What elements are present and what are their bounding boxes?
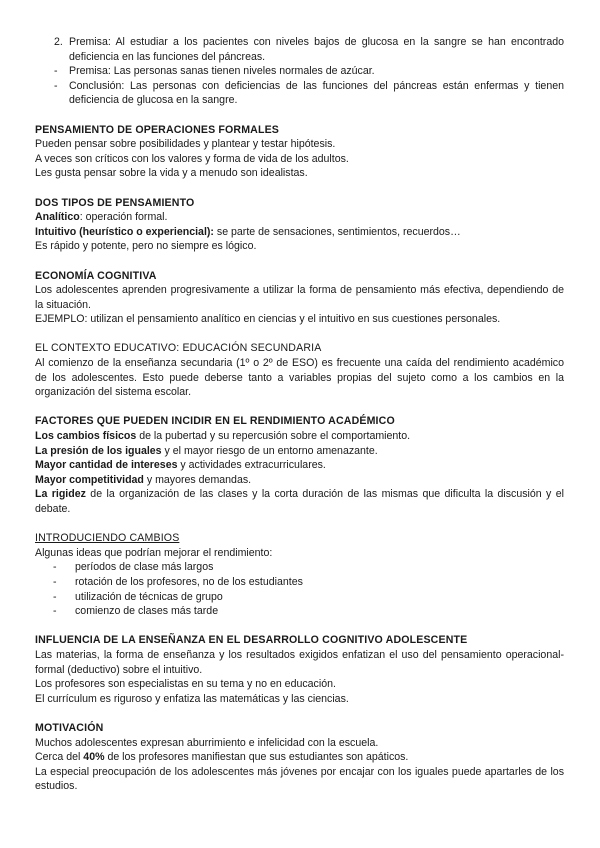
factor-term: La rigidez xyxy=(35,488,86,501)
factor-text: de la pubertad y su repercusión sobre el comportamiento. xyxy=(136,430,411,443)
section-educational-context xyxy=(35,341,564,399)
list-item xyxy=(35,575,564,590)
paragraph: La especial preocupación de los adolescentes más jóvenes por encajar con los iguales puede apartarles de los estudios. xyxy=(35,765,564,793)
paragraph xyxy=(35,225,564,240)
text-run: Cerca del xyxy=(35,751,84,764)
paragraph: A veces son críticos con los valores y forma de vida de los adultos. xyxy=(35,152,349,165)
paragraph xyxy=(35,210,564,225)
factor-term: Mayor cantidad de intereses xyxy=(35,459,178,472)
factor-term: Mayor competitividad xyxy=(35,473,144,486)
list-item-text: Premisa: Las personas sanas tienen niveles normales de azúcar. xyxy=(69,65,375,78)
ideas-list xyxy=(35,560,564,618)
list-item xyxy=(35,79,564,108)
paragraph: Les gusta pensar sobre la vida y a menudo son idealistas. xyxy=(35,167,308,180)
paragraph: Es rápido y potente, pero no siempre es lógico. xyxy=(35,240,257,253)
paragraph: Al comienzo de la enseñanza secundaria (1º o 2º de ESO) es frecuente una caída del rendimiento académico de los adolescentes. Esto puede deberse tanto a variables propias del sujeto como a los cambios en la organización del sistema escolar. xyxy=(35,357,564,399)
factor-text: y el mayor riesgo de un entorno amenazante. xyxy=(161,444,378,457)
list-item xyxy=(35,64,564,79)
list-marker: - xyxy=(53,605,57,618)
text-run: de los profesores manifiestan que sus estudiantes son apáticos. xyxy=(104,751,409,764)
list-item-text: rotación de los profesores, no de los estudiantes xyxy=(75,575,303,588)
section-formal-operations xyxy=(35,123,564,181)
factor-text: y mayores demandas. xyxy=(143,473,252,486)
paragraph: El currículum es riguroso y enfatiza las matemáticas y las ciencias. xyxy=(35,692,349,705)
list-item xyxy=(35,590,564,605)
paragraph: Pueden pensar sobre posibilidades y plantear y testar hipótesis. xyxy=(35,138,336,151)
factor-term: La presión de los iguales xyxy=(35,444,162,457)
list-marker: - xyxy=(53,575,57,588)
section-heading: FACTORES QUE PUEDEN INCIDIR EN EL RENDIMIENTO ACADÉMICO xyxy=(35,415,395,428)
paragraph xyxy=(35,444,564,459)
list-item xyxy=(35,604,564,619)
paragraph xyxy=(35,429,564,444)
section-thinking-types xyxy=(35,196,564,254)
paragraph: Algunas ideas que podrían mejorar el rendimiento: xyxy=(35,546,273,559)
list-item xyxy=(35,560,564,575)
paragraph: Las materias, la forma de enseñanza y los resultados exigidos enfatizan el uso del pensamiento operacional-formal (deductivo) sobre el intuitivo. xyxy=(35,648,564,676)
factor-text: y actividades extracurriculares. xyxy=(177,459,326,472)
section-heading: INTRODUCIENDO CAMBIOS xyxy=(35,532,180,545)
paragraph: Los profesores son especialistas en su tema y no en educación. xyxy=(35,678,336,691)
list-item xyxy=(35,35,564,64)
definition-text: : operación formal. xyxy=(79,211,168,224)
premise-list xyxy=(35,35,564,108)
factor-text: de la organización de las clases y la corta duración de las mismas que dificulta la discusión y el debate. xyxy=(35,488,564,515)
section-heading: MOTIVACIÓN xyxy=(35,721,104,734)
list-marker: - xyxy=(53,590,57,603)
list-marker: 2. xyxy=(54,36,63,48)
paragraph: EJEMPLO: utilizan el pensamiento analítico en ciencias y el intuitivo en sus cuestiones personales. xyxy=(35,313,501,326)
list-item-text: comienzo de clases más tarde xyxy=(75,605,219,618)
list-marker: - xyxy=(53,561,57,574)
paragraph xyxy=(35,487,564,516)
section-heading: EL CONTEXTO EDUCATIVO: EDUCACIÓN SECUNDARIA xyxy=(35,342,322,355)
list-item-text: Conclusión: Las personas con deficiencias de las funciones del páncreas están enfermas y tienen deficiencia de glucosa en la sangre. xyxy=(69,79,564,107)
paragraph xyxy=(35,750,564,765)
list-item-text: períodos de clase más largos xyxy=(75,561,214,574)
section-heading: PENSAMIENTO DE OPERACIONES FORMALES xyxy=(35,123,280,136)
section-heading: ECONOMÍA COGNITIVA xyxy=(35,269,157,282)
paragraph: Los adolescentes aprenden progresivamente a utilizar la forma de pensamiento más efectiva, dependiendo de la situación. xyxy=(35,284,564,311)
list-item-text: Premisa: Al estudiar a los pacientes con niveles bajos de glucosa en la sangre se han encontrado deficiencia en las funciones del páncreas. xyxy=(69,36,564,63)
section-teaching-influence xyxy=(35,633,564,706)
section-cognitive-economy xyxy=(35,269,564,327)
term-analytic: Analítico xyxy=(35,211,80,224)
section-academic-factors xyxy=(35,414,564,516)
factor-term: Los cambios físicos xyxy=(35,430,137,443)
list-marker: - xyxy=(54,79,58,92)
section-introducing-changes xyxy=(35,531,564,619)
paragraph: Muchos adolescentes expresan aburrimiento e infelicidad con la escuela. xyxy=(35,736,379,749)
percentage: 40% xyxy=(83,751,105,764)
section-heading: INFLUENCIA DE LA ENSEÑANZA EN EL DESARROLLO COGNITIVO ADOLESCENTE xyxy=(35,634,468,647)
list-item-text: utilización de técnicas de grupo xyxy=(75,590,223,603)
definition-text: se parte de sensaciones, sentimientos, recuerdos… xyxy=(213,225,461,238)
paragraph xyxy=(35,458,564,473)
section-heading: DOS TIPOS DE PENSAMIENTO xyxy=(35,196,195,209)
section-motivation xyxy=(35,721,564,794)
paragraph xyxy=(35,473,564,488)
list-marker: - xyxy=(54,65,58,78)
term-intuitive: Intuitivo (heurístico o experiencial): xyxy=(35,225,214,238)
